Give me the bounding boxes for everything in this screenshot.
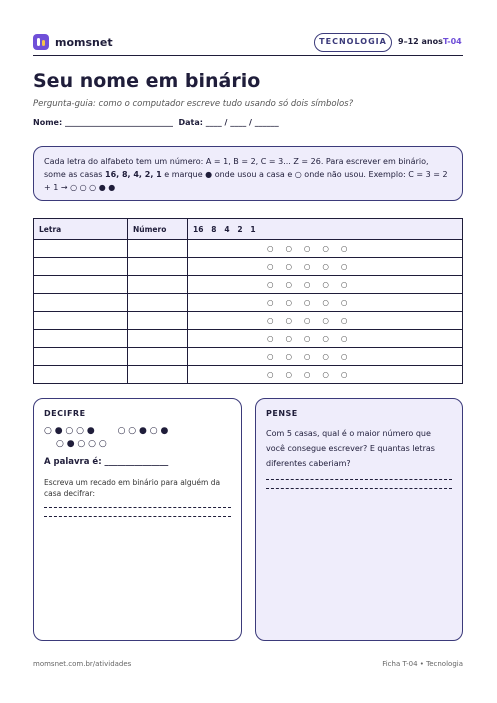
decode-title: DECIFRE (44, 409, 86, 418)
brand-logo (33, 34, 113, 50)
table-row (34, 330, 463, 348)
bits-cell[interactable]: ○ ○ ○ ○ ○ (188, 258, 463, 276)
table-header-row (34, 219, 463, 240)
age-range: 9–12 anos (398, 37, 443, 46)
bits-cell[interactable]: ○ ○ ○ ○ ○ (188, 240, 463, 258)
footer-sheet-info: Ficha T-04 • Tecnologia (382, 660, 463, 668)
number-cell[interactable] (128, 348, 188, 366)
page-header (33, 33, 463, 53)
table-row (34, 240, 463, 258)
page-title: Seu nome em binário (33, 70, 261, 92)
table-row (34, 276, 463, 294)
decode-card (33, 398, 242, 641)
letter-cell[interactable] (34, 348, 128, 366)
letter-cell[interactable] (34, 276, 128, 294)
think-title: PENSE (266, 409, 298, 418)
table-row (34, 312, 463, 330)
binary-dots-line-2: ○ ● ○ ○ ○ (56, 439, 107, 449)
think-question: Com 5 casas, qual é o maior número que você consegue escrever? E quantas letras diferentes caberiam? (266, 429, 435, 468)
bits-cell[interactable]: ○ ○ ○ ○ ○ (188, 330, 463, 348)
letter-cell[interactable] (34, 330, 128, 348)
bits-cell[interactable]: ○ ○ ○ ○ ○ (188, 294, 463, 312)
column-header-bits: 16 8 4 2 1 (188, 219, 463, 240)
number-cell[interactable] (128, 312, 188, 330)
binary-table (33, 218, 463, 384)
instructions-text-2: e marque ● onde usou a casa e ○ onde não usou. Exemplo: C = 3 = 2 + 1 → ○ ○ ○ ● ● (44, 170, 448, 192)
subject-badge: TECNOLOGIA (314, 33, 392, 52)
table-row (34, 348, 463, 366)
instructions-box (33, 146, 463, 201)
answer-line-2[interactable] (266, 483, 452, 489)
think-card (255, 398, 463, 641)
brand-name: momsnet (55, 35, 113, 49)
table-row (34, 258, 463, 276)
write-line-2[interactable] (44, 511, 231, 517)
header-divider (33, 55, 463, 56)
letter-cell[interactable] (34, 294, 128, 312)
table-row (34, 366, 463, 384)
binary-dots-line-1: ○ ● ○ ○ ● ○ ○ ● ○ ● (44, 426, 169, 436)
letter-cell[interactable] (34, 258, 128, 276)
footer-url: momsnet.com.br/atividades (33, 660, 132, 668)
write-prompt: Escreva um recado em binário para alguém da casa decifrar: (44, 478, 221, 498)
sheet-code: T-04 (443, 37, 462, 46)
letter-cell[interactable] (34, 240, 128, 258)
column-header-letra: Letra (34, 219, 128, 240)
bits-cell[interactable]: ○ ○ ○ ○ ○ (188, 312, 463, 330)
guiding-question: Pergunta-guia: como o computador escreve tudo usando só dois símbolos? (33, 99, 354, 109)
instructions-bold: 16, 8, 4, 2, 1 (105, 170, 162, 179)
logo-icon (33, 34, 49, 50)
instructions-text-1: Cada letra do alfabeto tem um número: A = 1, B = 2, C = 3... Z = 26. Para escrever em binário, some as casas (44, 157, 429, 179)
number-cell[interactable] (128, 330, 188, 348)
number-cell[interactable] (128, 294, 188, 312)
bits-cell[interactable]: ○ ○ ○ ○ ○ (188, 276, 463, 294)
number-cell[interactable] (128, 366, 188, 384)
number-cell[interactable] (128, 276, 188, 294)
number-cell[interactable] (128, 240, 188, 258)
table-body (34, 240, 463, 384)
name-date-line[interactable]: Nome: ___________________________ Data: ____ / ____ / ______ (33, 118, 279, 127)
letter-cell[interactable] (34, 366, 128, 384)
word-answer-line[interactable]: A palavra é: _______________ (44, 457, 169, 467)
bits-cell[interactable]: ○ ○ ○ ○ ○ (188, 366, 463, 384)
number-cell[interactable] (128, 258, 188, 276)
column-header-numero: Número (128, 219, 188, 240)
answer-line-1[interactable] (266, 474, 452, 480)
letter-cell[interactable] (34, 312, 128, 330)
table-row (34, 294, 463, 312)
bits-cell[interactable]: ○ ○ ○ ○ ○ (188, 348, 463, 366)
write-line-1[interactable] (44, 502, 231, 508)
